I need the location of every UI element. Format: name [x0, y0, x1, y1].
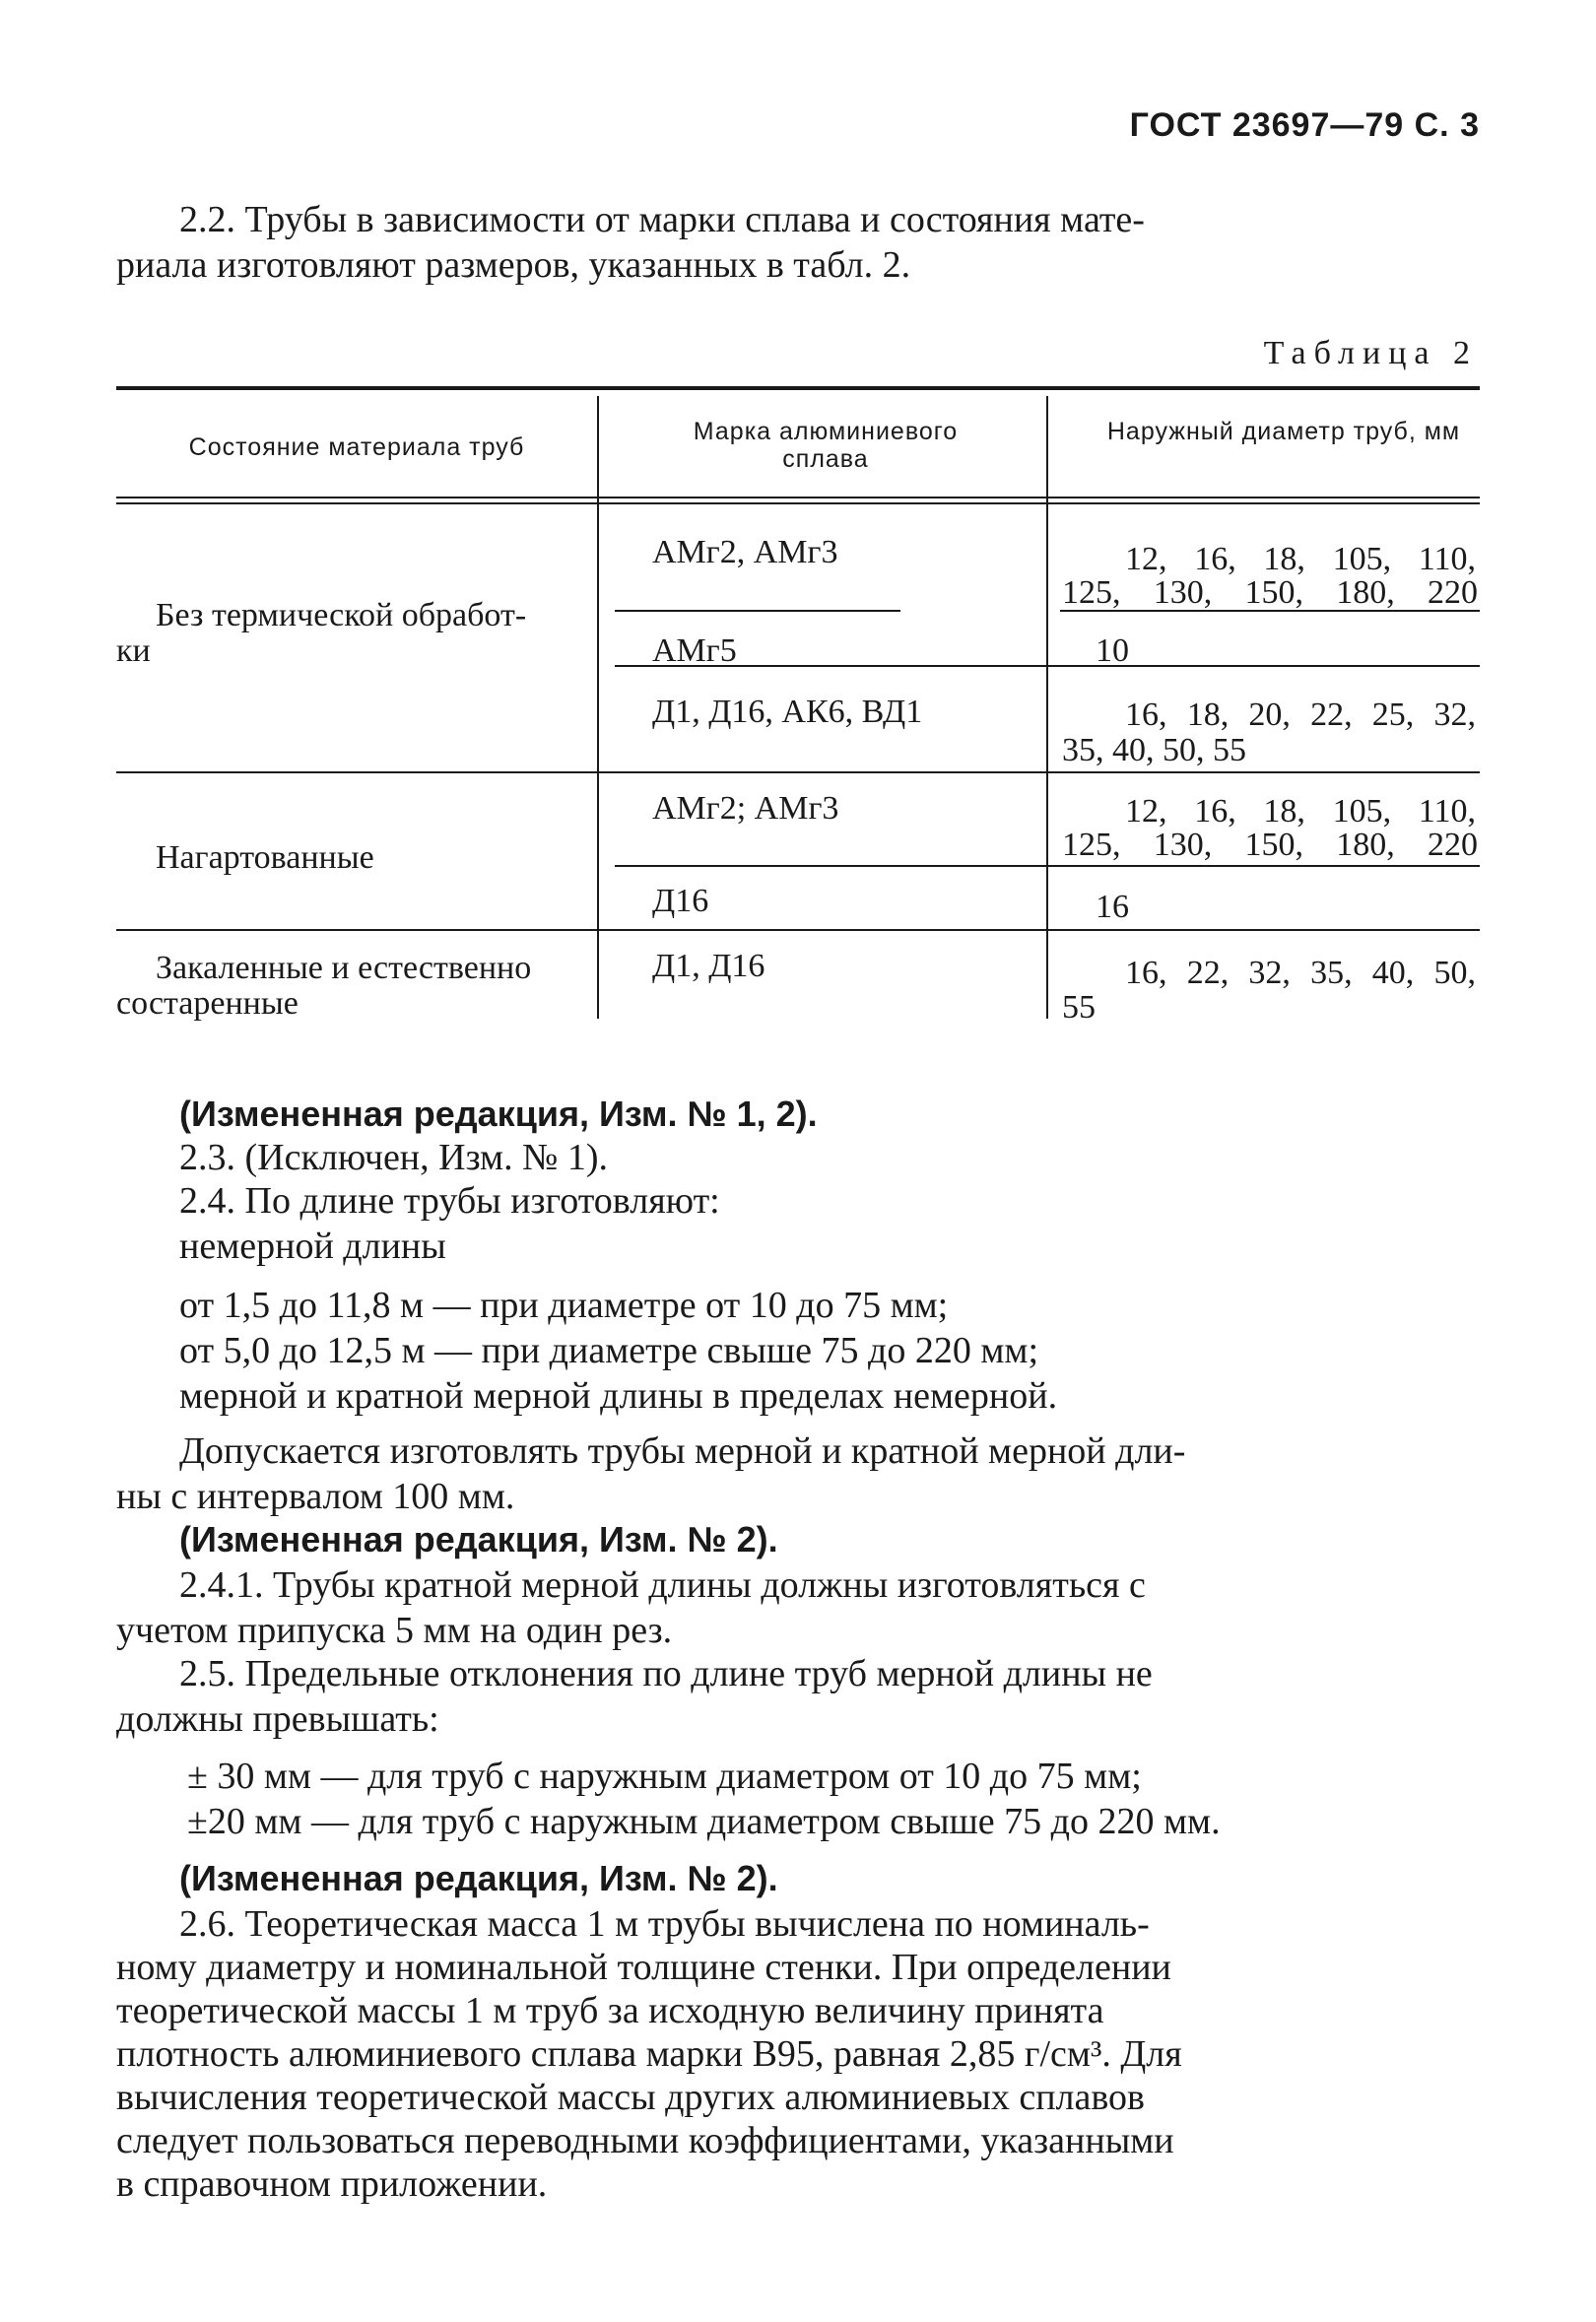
table-caption: Таблица 2 — [1263, 335, 1478, 371]
state-row1-line2: ки — [116, 632, 151, 669]
para-2-6-line3: теоретической массы 1 м труб за исходную величину принята — [116, 1990, 1104, 2031]
alloy-row2: АМг5 — [652, 632, 737, 669]
para-2-6-line1: 2.6. Теоретическая масса 1 м трубы вычислена по номиналь- — [179, 1903, 1150, 1945]
para-2-4-e-line2: ны с интервалом 100 мм. — [116, 1476, 515, 1517]
diam-row3-line2: 35, 40, 50, 55 — [1062, 732, 1246, 768]
table-2 — [116, 386, 1480, 1027]
para-2-5-b: ±20 мм — для труб с наружным диаметром свыше 75 до 220 мм. — [187, 1801, 1221, 1842]
col-rule-2 — [1046, 396, 1048, 1019]
alloy-row5: Д16 — [652, 883, 709, 919]
para-2-6-line6: следует пользоваться переводными коэффициентами, указанными — [116, 2120, 1174, 2161]
para-2-4-e-line1: Допускается изготовлять трубы мерной и кратной мерной дли- — [179, 1430, 1186, 1472]
para-2-6-line7: в справочном приложении. — [116, 2163, 548, 2205]
diam-row1-line2: 125, 130, 150, 180, 220 — [1062, 574, 1478, 611]
alloy-row1: АМг2, АМг3 — [652, 534, 838, 570]
alloy-row4: АМг2; АМг3 — [652, 790, 839, 827]
header-rule-2 — [116, 502, 1480, 504]
para-2-6-line2: ному диаметру и номинальной толщине стенки. При определении — [116, 1947, 1171, 1988]
para-2-4-c: от 5,0 до 12,5 м — при диаметре свыше 75 до 220 мм; — [179, 1330, 1038, 1371]
diam-row4-line2: 125, 130, 150, 180, 220 — [1062, 827, 1478, 863]
header-diameter: Наружный диаметр труб, мм — [1106, 418, 1461, 445]
para-2-5-line2: должны превышать: — [116, 1698, 439, 1740]
para-2-4-d: мерной и кратной мерной длины в пределах немерной. — [179, 1375, 1058, 1417]
para-2-4-1-line2: учетом припуска 5 мм на один рез. — [116, 1610, 673, 1651]
diam-row6-line2: 55 — [1062, 989, 1096, 1026]
diam-row6-line1: 16, 22, 32, 35, 40, 50, — [1125, 955, 1476, 991]
para-2-3 — [179, 1135, 608, 1180]
para-2-5-a: ± 30 мм — для труб с наружным диаметром от 10 до 75 мм; — [187, 1756, 1142, 1797]
header-state: Состояние материала труб — [188, 433, 525, 461]
intro-line-1: 2.2. Трубы в зависимости от марки сплава и состояния мате- — [179, 199, 1145, 240]
amendment-note-2: (Измененная редакция, Изм. № 2). — [179, 1519, 778, 1559]
state-row6-line1: Закаленные и естественно — [156, 950, 532, 986]
header-alloy: Марка алюминиевого сплава — [693, 418, 959, 473]
col-rule-1 — [597, 396, 599, 1019]
page-header: ГОСТ 23697—79 С. 3 — [1129, 106, 1480, 144]
diam-row2: 10 — [1096, 632, 1129, 669]
diam-row4-line1: 12, 16, 18, 105, 110, — [1125, 793, 1476, 829]
state-row1-line1: Без термической обработ- — [156, 597, 527, 633]
table-top-rule — [116, 386, 1480, 390]
row-rule-alloy-1 — [615, 610, 900, 612]
para-2-3-text: 2.3. (Исключен, Изм. № 1). — [179, 1137, 609, 1178]
state-row6-line2: состаренные — [116, 985, 299, 1022]
para-2-6-line5: вычисления теоретической массы других алюминиевых сплавов — [116, 2077, 1145, 2118]
para-2-4-1-line1: 2.4.1. Трубы кратной мерной длины должны изготовляться с — [179, 1564, 1146, 1606]
para-2-6-line4: плотность алюминиевого сплава марки В95, равная 2,85 г/см³. Для — [116, 2033, 1182, 2075]
row-rule-3 — [116, 771, 1480, 773]
intro-line-2: риала изготовляют размеров, указанных в табл. 2. — [116, 244, 911, 286]
diam-row3-line1: 16, 18, 20, 22, 25, 32, — [1125, 697, 1476, 733]
para-2-4-a: немерной длины — [179, 1226, 446, 1267]
para-2-5-line1: 2.5. Предельные отклонения по длине труб мерной длины не — [179, 1653, 1153, 1694]
diam-row5: 16 — [1096, 889, 1129, 925]
row-rule-5 — [116, 929, 1480, 931]
alloy-row6: Д1, Д16 — [652, 948, 765, 984]
header-rule-1 — [116, 497, 1480, 498]
state-row4: Нагартованные — [156, 839, 374, 876]
diam-row1-line1: 12, 16, 18, 105, 110, — [1125, 541, 1476, 577]
amendment-note-1: (Измененная редакция, Изм. № 1, 2). — [179, 1094, 818, 1134]
alloy-row3: Д1, Д16, АК6, ВД1 — [652, 694, 923, 730]
amendment-note-3: (Измененная редакция, Изм. № 2). — [179, 1858, 778, 1898]
para-2-4-b: от 1,5 до 11,8 м — при диаметре от 10 до 75 мм; — [179, 1285, 949, 1326]
para-2-4: 2.4. По длине трубы изготовляют: — [179, 1180, 720, 1222]
